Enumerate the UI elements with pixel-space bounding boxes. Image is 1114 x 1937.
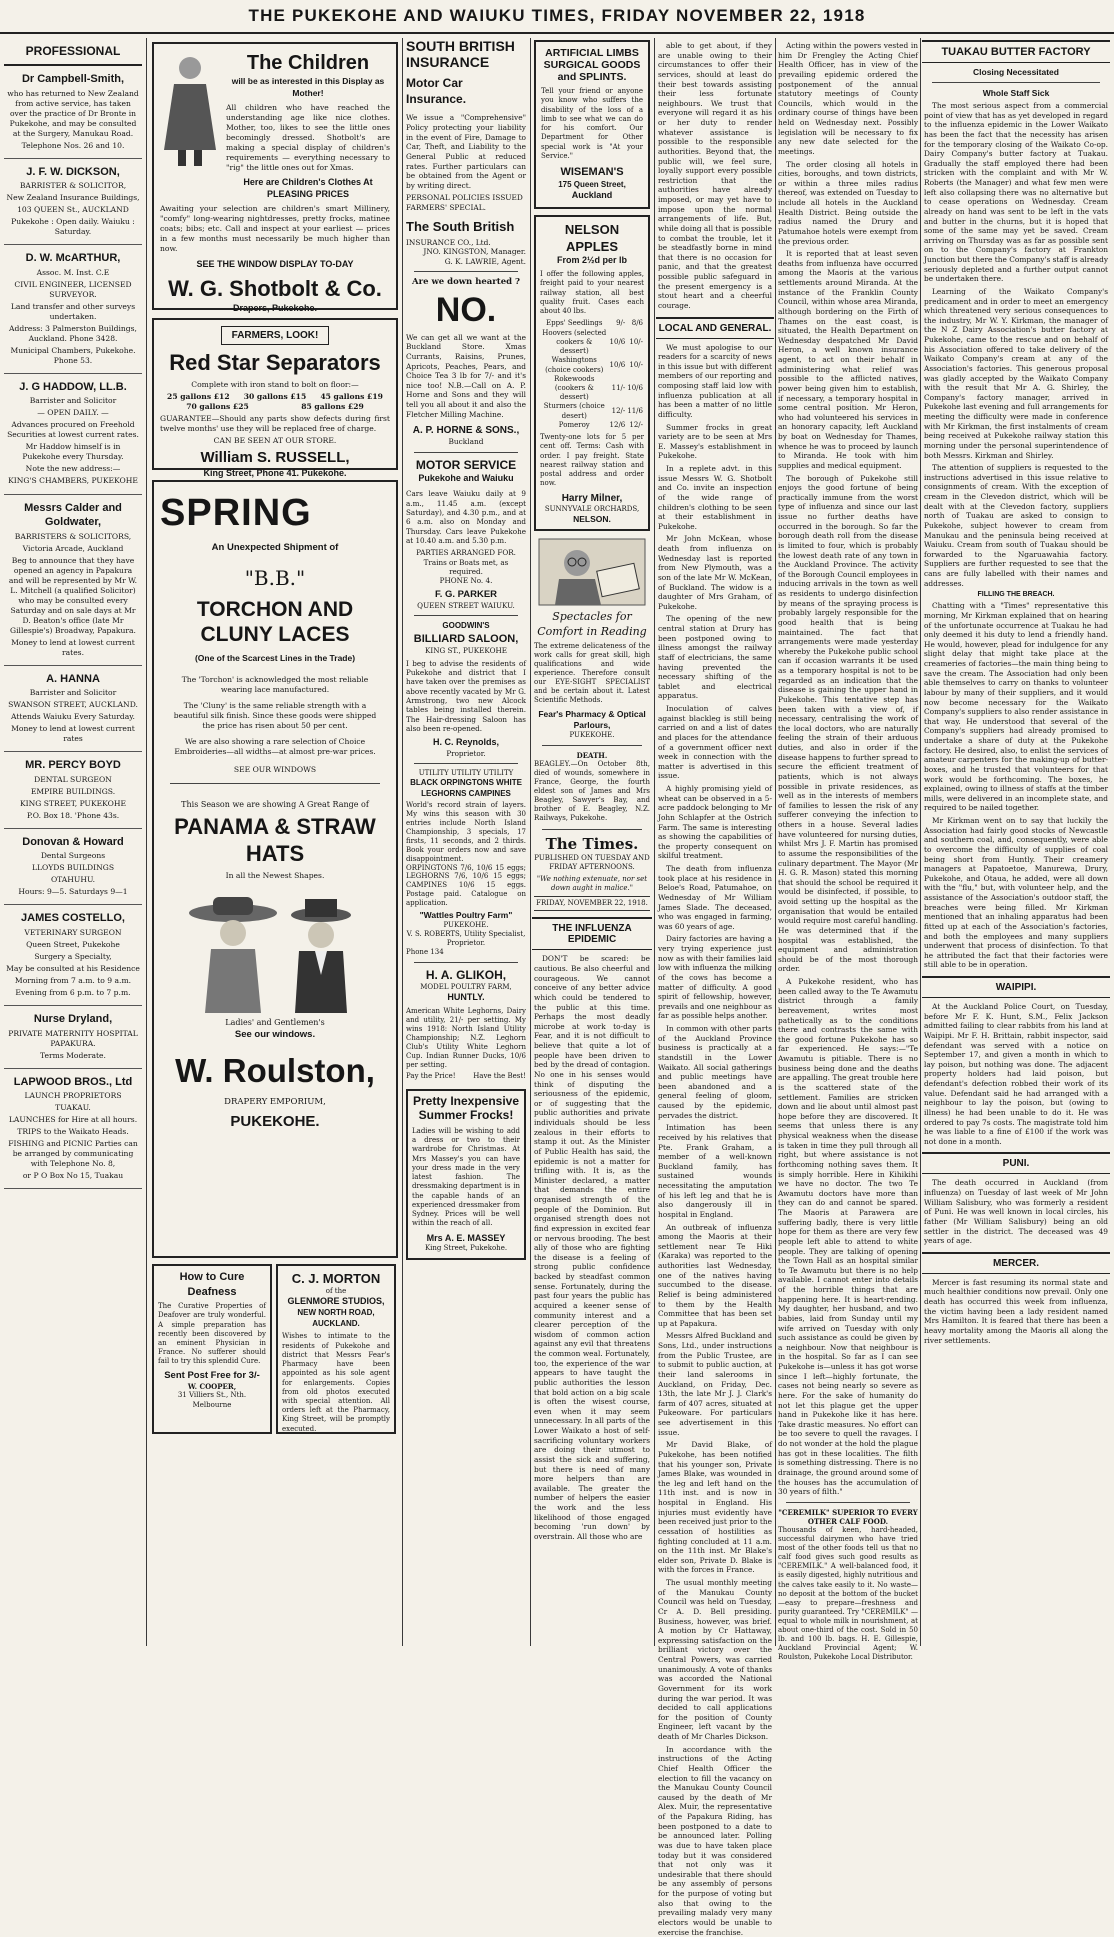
roulston-emporium: DRAPERY EMPORIUM,: [160, 1097, 390, 1108]
russell-kicker: FARMERS, LOOK!: [221, 326, 330, 345]
shotbolt-title: The Children: [226, 50, 390, 76]
card-name: LAPWOOD BROS., Ltd: [6, 1075, 140, 1090]
shotbolt-trade: Drapers, Pukekohe.: [160, 303, 390, 315]
tuakau-sub2: Whole Staff Sick: [922, 88, 1110, 98]
card-line: OTAHUHU.: [6, 875, 140, 885]
wattles-town: PUKEKOHE.: [406, 921, 526, 930]
paragraph: Summer frocks in great variety are to be seen at Mrs E. Massey's establishment in Pukekohe.: [658, 423, 772, 462]
horne-ad: [404, 277, 528, 446]
roulston-p3: We are also showing a rare selection of Choice Embroideries—all widths—at almost pre-war prices.: [168, 737, 382, 757]
card-line: Surgery a Specialty,: [6, 952, 140, 962]
paragraph: It is reported that at least seven deaths from influenza have occurred among the Maoris at the various settlements around Miranda. At the instance of the Franklin County Council, within whose area Miranda, although bordering on the Firth of Thames on the east coast, is situated, the Health Department on Wednesday despatched Mr David Heron, a well known insurance agent, to act on their behalf in administering what relief was possible to the afflicted natives, power being given him to establish, if necessary, a temporary hospital in some central position. Mr Heron, who had volunteered his services in an honorary capacity, left Auckland by boat on Wednesday for Thames, whence he was to proceed by launch to Miranda. He took with him supplies and medical equipment.: [778, 249, 918, 470]
card-line: Terms Moderate.: [6, 1051, 140, 1061]
motor-service-ad: [404, 458, 528, 611]
price-cell: 10/6: [626, 375, 644, 403]
card-line: SWANSON STREET, AUCKLAND.: [6, 700, 140, 710]
card-line: Address: 3 Palmerston Buildings, Auckland. Phone 3428.: [6, 324, 140, 344]
price-cell: Pomeroy: [540, 421, 609, 430]
card-line: Telephone Nos. 26 and 10.: [6, 141, 140, 151]
professional-cards: [4, 66, 142, 1189]
paragraph: Mr John McKean, whose death from influenza on Wednesday last is reported from New Plymouth, was a son of the late Mr W. McKean, of Buckland. The widow is a daughter of Mrs Graham, of Pukekohe.: [658, 534, 772, 611]
roulston-name: W. Roulston,: [160, 1049, 390, 1093]
hat-figures-illustration: [175, 885, 375, 1015]
shotbolt-mid: Here are Children's Clothes At PLEASING PRICES: [226, 177, 390, 201]
column-rule: [654, 38, 655, 1646]
horne-place: Buckland: [406, 437, 526, 447]
wiseman-name: WISEMAN'S: [541, 165, 643, 180]
massey-ad: [406, 1089, 526, 1259]
paragraph: In a replete advt. in this issue Messrs W. G. Shotbolt and Co. invite an inspection of the wide range of children's clothing to be seen at their establishment in Pukekohe.: [658, 464, 772, 531]
paragraph: Chatting with a "Times" representative this morning, Mr Kirkman explained that on hearing of the unfortunate occurrence at Tuakau he had only deemed it his duty to lend a friendly hand. He would, however, plead for indulgence for any slight delay that might take place at the creameries of factories—the main thing being to save the cream. The Association had only been able themselves to carry on thanks to volunteer labour by many of their suppliers, and it would now become necessary for the Waikato Company's suppliers to also render assistance in that way. He understood that several of the Company's suppliers had already promised to undertake a share of duty at the Pukekohe factory. He desired, also, to enlist the services of amateur carpenters for the making-up of butter-boxes, and he trusted that volunteers for that work would be forthcoming. The boxes, he explained, owing to illness of staffs at the timber mills, were delivered in an incomplete state, and required to be nailed together.: [924, 601, 1108, 813]
card-line: Note the new address:—: [6, 464, 140, 474]
morton-body: Wishes to intimate to the residents of Pukekohe and district that Messrs Fear's Pharmacy have been appointed as his sole agent for enlargements. Copies from old photos executed with special attention. All orders left at the Pharmacy, King Street, will be promptly executed.: [282, 1332, 390, 1434]
shotbolt-sub: will be as interested in this Display as Mother!: [226, 76, 390, 98]
price-cell: Epps' Seedlings: [540, 319, 609, 328]
mercer-headline: MERCER.: [922, 1252, 1110, 1274]
roulston-shipment: An Unexpected Shipment of: [160, 542, 390, 555]
russell-ad: [152, 318, 398, 470]
professional-card: [4, 495, 142, 666]
times-date: FRIDAY, NOVEMBER 22, 1918.: [534, 896, 650, 911]
wattles-ad: [404, 769, 528, 957]
wattles-body: World's record strain of layers. My wins this season with 30 entries include North Island Championship, 3 specials, 17 firsts, 11 seconds, and 2 thirds. Book your orders now and save disappointment.: [406, 801, 526, 864]
price-row: [540, 421, 644, 430]
card-name: Dr Campbell-Smith,: [6, 72, 140, 87]
card-line: Attends Waiuku Every Saturday.: [6, 712, 140, 722]
price-row: [540, 329, 644, 357]
glikoh-hurry: Have the Best!: [473, 1072, 526, 1081]
paragraph: A highly promising yield of wheat can be observed in a 5-acre paddock belonging to Mr John Schlapfer at the Ostrich Farm. The same is interesting as showing the capabilities of the property consequent on skilful treatment.: [658, 784, 772, 861]
roulston-panama: PANAMA & STRAW HATS: [160, 814, 390, 867]
massey-body: Ladies will be wishing to add a dress or two to their wardrobe for Christmas. At Mrs Massey's you can have your dress made in the very latest fashion. The dressmaking department is in the capable hands of an experienced dressmaker from Sydney. Prices will be well within the reach of all.: [412, 1127, 520, 1229]
ceremilk-body: Thousands of keen, hard-headed, successful dairymen who have tried most of the other foods tell us that no calf food gives such good results as "CEREMILK." A well-balanced food, it is easily digested, highly nutritious and the calves take easily to it. No waste—no deposit at the bottom of the bucket—easy to prepare—freshness and purity guaranteed. Try "CEREMILK" — equal to whole milk in nourishment, at about one-third of the cost. Sold in 50 lb. and 100 lb. bags. H. E. Gillespie, Auckland Provincial Agent; W. Roulston, Pukekohe Local Distributor.: [778, 1526, 918, 1662]
card-line: PRIVATE MATERNITY HOSPITAL PAPAKURA.: [6, 1029, 140, 1049]
card-line: Evening from 6 p.m. to 7 p.m.: [6, 988, 140, 998]
russell-line1: Complete with iron stand to bolt on floor:—: [160, 380, 390, 390]
glikoh-body: American White Leghorns, Dairy and utility, 21/- per setting. My wins 1918: North Island Utility Championship; N.Z. Leghorn Club's Utility White Leghorn Cup. Indian Runner Ducks, 10/6 per setting.: [406, 1007, 526, 1070]
morton-road: NEW NORTH ROAD, AUCKLAND.: [282, 1308, 390, 1329]
price-cell: 10/6: [609, 356, 627, 374]
wattles-prices: ORPINGTONS 7/6, 10/6 15 eggs; LEGHORNS 7/6, 10/6 15 eggs; CAMPINES 10/6 15 eggs. Postage paid. Catalogue on application.: [406, 864, 526, 909]
paragraph: A Pukekohe resident, who has been called away to the Te Awamutu district through a family bereavement, writes most pathetically as to the conditions there and contrasts the same with the good fortune Pukekohe has so far experienced. He says:—"Te Awamutu is pitiable. There is no business being done and the deaths are appalling. The great trouble here is the scattered state of the settlement. Families are stricken down and lie about until almost past hope before they are discovered. It seems that unless there is any physical weakness when the disease is taken in time they pull through all right, but where assistance is not forthcoming nothing saves them. It is simply horrible. Here in Kihikihi we have no doctor. The two Te Awamutu doctors have more than they can do and cannot be spared. The Maoris at Parawera are suffering badly, there is very little hope for them as there are very few people left able to attend to white people. They are talking of opening the Town Hall as an hospital similar to Te Awamutu but there is no help available. I cannot enter into details of the horrible things that are happening here. It is heart-rending. My daughter, her husband, and two babies, laid from Sunday until my wife arrived on Tuesday with only such assistance as could be given by a neighbour. Now that neighbour is in the hospital. So far as I can see Pukekohe is—unless it has got worse since I left—highly fortunate, the cases not being nearly so severe as here. For the sake of humanity do not let this plague get the upper hand in Pukekohe like it has here. Take drastic measures. No effort can be too severe to quell the ravages. I do not wonder at the hold the plague has got in these localities. The filth is something distressing. There is no drainage, the ground around some of the houses has the accumulation of 30 years of filth.": [778, 977, 918, 1497]
price-cell: 12/-: [609, 402, 627, 420]
card-name: JAMES COSTELLO,: [6, 911, 140, 926]
wattles-breeds: BLACK ORPINGTONS WHITE LEGHORNS CAMPINES: [406, 778, 526, 798]
card-line: Pukekohe : Open daily. Waiuku : Saturday.: [6, 217, 140, 237]
tuakau-headline: TUAKAU BUTTER FACTORY: [922, 40, 1110, 63]
paragraph: Messrs Alfred Buckland and Sons, Ltd., under instructions from the Public Trustee, are to submit to public auction, at their land salerooms in Auckland, on Friday, Dec. 13th, the late Mr J. J. Clark's farm of 407 acres, situated at Pukeoware. For particulars see advertisement in this issue.: [658, 1331, 772, 1437]
horne-body: We can get all we want at the Buckland Store. Xmas Currants, Raisins, Prunes, Apricots, Peaches, Pears, and Choice Tea 3 lb for 7/- and it's nice too! N.B.—Call on A. P. Horne and Sons and they will tell you all about it and also the Fletcher Milling Machine.: [406, 333, 526, 420]
ads-column-2: [150, 38, 400, 1646]
card-line: Money to lend at lowest current rates: [6, 724, 140, 744]
roulston-ad: [152, 480, 398, 1258]
card-line: Land transfer and other surveys undertaken.: [6, 302, 140, 322]
roulston-seeour: See our windows.: [160, 1029, 390, 1042]
times-title: The Times.: [534, 835, 650, 855]
separator-size: 30 gallons £15: [237, 392, 313, 402]
motor-boats: Trains or Boats met, as required.: [406, 558, 526, 577]
price-cell: 10/6: [609, 329, 627, 357]
card-line: BARRISTER & SOLICITOR,: [6, 181, 140, 191]
professional-column: [4, 38, 142, 1646]
paragraph: In common with other parts of the Auckland Province business is practically at a standstill in the Lower Waikato. All social gatherings and public meetings have been abandoned and a general feeling of gloom, caused by the epidemic, pervades the district.: [658, 1024, 772, 1120]
motor-phone: PHONE No. 4.: [406, 576, 526, 585]
horne-q: Are we down hearted ?: [406, 277, 526, 288]
card-line: Barrister and Solicitor: [6, 688, 140, 698]
goodwin-ad: [404, 621, 528, 758]
wiseman-ad: [534, 40, 650, 209]
price-cell: 11/-: [609, 375, 627, 403]
fear-body: The extreme delicateness of the work calls for great skill, high qualifications and wide experience. Therefore consult our EYE-SIGHT SPECIALIST and be certain about it. Latest Scientific Methods.: [534, 642, 650, 706]
card-line: CIVIL ENGINEER, LICENSED SURVEYOR.: [6, 280, 140, 300]
card-line: Queen Street, Pukekohe: [6, 940, 140, 950]
paragraph: The borough of Pukekohe still enjoys the good fortune of being practically immune from the worst type of influenza and since our last issue no further deaths have occurred in the borough. So far the borough death roll from the disease is limited to four, which is probably the lowest death rate of any town in the Auckland Province. The activity of the Borough Council employees in inducing arrivals in the town as well as residents to undergo disinfection by means of the spraying process is probably largely responsible for the good health that is being maintained. The fact that arrangements were made yesterday whereby the Pukekohe public school can if occasion warrants it be used as a temporary hospital is not to be regarded as an indication that the disease is gaining the upper hand in Pukekohe. This tentative step has been taken with a view of, if necessary, centralising the work of the local doctors, who are naturally feeling the strain of their arduous duties, and also in order if the disease happens to further spread to secure the efficient treatment of patients, which is not always possible in private residences, as well as in the interests of members of families to lessen the risk of any sufferer conveying the infection to others in a house. Several ladies have volunteered for nursing duties, whilst Mrs J. F. Martin has promised to assume the responsibilities of the culinary department. The Mayor (Mr H. G. R. Mason) stated this morning that should the school be required it would be disinfected, if possible, to avoid setting up the hospital as the organisation that would be entailed would require most careful handling. He was determined that if the hospital was established, the equipment and administration should be of the most thorough order.: [778, 474, 918, 975]
column-rule: [402, 38, 403, 1646]
price-cell: Hoovers (selected cookers & dessert): [540, 329, 609, 357]
shotbolt-window: SEE THE WINDOW DISPLAY TO-DAY: [160, 259, 390, 271]
russell-title: Red Star Separators: [160, 348, 390, 377]
paragraph: Acting within the powers vested in him Dr Frengley the Acting Chief Health Officer, has in view of the prevailing epidemic ordered the postponement of the annual statutory meetings of County Councils, which would in the ordinary course of things have been held on Wednesday next. Possibly legislation will be necessary to fix any new date selected for the meetings.: [778, 41, 918, 157]
morton-name: C. J. MORTON: [282, 1270, 390, 1287]
glikoh-name: H. A. GLIKOH,: [406, 968, 526, 983]
shotbolt-ad: [152, 42, 398, 310]
card-line: P.O. Box 18. 'Phone 43s.: [6, 811, 140, 821]
reading-man-illustration: [537, 537, 647, 607]
nelson-body: I offer the following apples, freight paid to your nearest railway station, all best quality fruit. Cases each about 40 lbs.: [540, 270, 644, 316]
wiseman-street: 175 Queen Street,: [541, 180, 643, 191]
deafness-post: Sent Post Free for 3/-: [158, 1370, 266, 1383]
news-column-5: [656, 38, 774, 1646]
ceremilk-ad: [776, 1508, 920, 1663]
waipipi-body: At the Auckland Police Court, on Tuesday, before Mr F. K. Hunt, S.M., Felix Jackson admitted failing to clear rabbits from his land at Waipipi. Mr F. H. Brittain, rabbit inspector, said defendant was served with a notice on September 17, and given a month in which to lay poison, but nothing was done. The adjacent property holders had laid poison, but defendant's defection robbed their work of its value. Defendant said he had arranged with a neighbour to lay the poison, but (owing to illness) he had been unable to do it. He was ordered to pay 7s costs. The magistrate told him he was liable to a fine of £100 if the work was not done in a month.: [924, 1002, 1108, 1146]
card-line: Mr Haddow himself is in Pukekohe every Thursday.: [6, 442, 140, 462]
card-line: Hours: 9—5. Saturdays 9—1: [6, 887, 140, 897]
professional-card: [4, 159, 142, 246]
mercer-body: Mercer is fast resuming its normal state and much healthier conditions now prevail. Only one death has occurred this week from influenza, the victim having been a lady resident named Mrs Hamilton. It is feared that there has been a heavy mortality among the Maoris all along the river settlements.: [924, 1278, 1108, 1345]
sbi-ltd: INSURANCE CO., Ltd.: [406, 238, 526, 248]
wiseman-body: Tell your friend or anyone you know who suffers the disability of the loss of a limb to see what we can do for his comfort. Our Department for Other special work is "At your Service.": [541, 87, 643, 161]
glikoh-town: HUNTLY.: [406, 992, 526, 1004]
professional-card: [4, 374, 142, 495]
sbi-motor: Motor Car Insurance.: [406, 76, 526, 107]
motor-route: Pukekohe and Waiuku: [406, 473, 526, 485]
roulston-ladies: Ladies' and Gentlemen's: [160, 1018, 390, 1029]
professional-card: [4, 752, 142, 829]
price-row: [540, 375, 644, 403]
fear-ad: [532, 537, 652, 740]
fear-town: PUKEKOHE.: [534, 731, 650, 740]
card-line: 103 QUEEN St., AUCKLAND: [6, 205, 140, 215]
times-published: PUBLISHED ON TUESDAY AND FRIDAY AFTERNOONS.: [534, 854, 650, 872]
motor-parties: PARTIES ARRANGED FOR.: [406, 548, 526, 557]
separator-size: 85 gallons £29: [295, 402, 371, 412]
price-cell: 12/-: [626, 421, 644, 430]
price-cell: 12/6: [609, 421, 627, 430]
card-line: DENTAL SURGEON: [6, 775, 140, 785]
paragraph: Mr David Blake, of Pukekohe, has been notified that his younger son, Private James Blake, was wounded in the leg and left hand on the 11th inst. and is now in hospital in England. His injuries must evidently have been received just prior to the cessation of hostilities as fighting concluded at 11 a.m. on the 11th inst. Mr Blake's elder son, Private D. Blake is with the forces in France.: [658, 1440, 772, 1575]
price-cell: Sturmers (choice desert): [540, 402, 609, 420]
card-line: BARRISTERS & SOLICITORS,: [6, 532, 140, 542]
influenza-body: DON'T be scared: be cautious. Be also cheerful and courageous. We cannot conceive of any better advice which could be tendered to the public at this time. Perhaps the most deadly microbe at work to-day is Fear, and it is not difficult to believe that quite a lot of people have been driven to bed by the dread of contagion. No one in his senses would think of disputing the seriousness of the epidemic, or of suggesting that the public authorities and private individuals should be less zealous in their efforts to stamp it out. As the Minister of Public Health has said, the epidemic is not a matter for trifling with. It is, as the Minister declared, a matter that demands the entire organised strength of the people of the Dominion. But organised strength does not find expression in excited fear or nervous brooding. The best ally of those who are fighting the disease is a feeling of strong public confidence backed by steadfast common sense. Fortunately, during the past four years the public has acquired a keener sense of community interest and a clearer perception of the wisdom of common action against any evil that threatens the common weal. Fortunately, too, the experience of the war appears to have taught the public authorities the lesson that bold action on a big scale is often the wisest course, even when it may seem unnecessary. In all parts of the Lower Waikato a host of self-sacrificing voluntary workers are doing their utmost to assist the sick and suffering, but there is need of many more helpers than are available. The greater the number of helpers the easier the work and the less likelihood of those engaged becoming 'run down' by overstrain. All those who are: [534, 954, 650, 1541]
paragraph: The usual monthly meeting of the Manukau County Council was held on Tuesday, Cr A. D. Bell presiding. Business, however, was brief. A motion by Cr Hattaway, expressing satisfaction on the brilliant victory over the Central Powers, was carried unanimously. A vote of thanks was accorded the National Government for its work during the war period. It was decided to call applications for the position of County Engineer, left vacant by the death of Mr Charles Dickson.: [658, 1578, 772, 1742]
card-line: FISHING and PICNIC Parties can be arranged by communicating with Telephone No. 8,: [6, 1139, 140, 1169]
roulston-newest: In all the Newest Shapes.: [160, 871, 390, 881]
card-line: Barrister and Solicitor: [6, 396, 140, 406]
morton-of: of the: [282, 1287, 390, 1296]
separator-size: 25 gallons £12: [160, 392, 236, 402]
roulston-season: This Season we are showing A Great Range of: [160, 800, 390, 811]
news-column-6: [776, 38, 920, 1646]
column-rule: [530, 38, 531, 1646]
card-line: Assoc. M. Inst. C.E: [6, 268, 140, 278]
professional-card: [4, 905, 142, 1006]
card-name: J. F. W. DICKSON,: [6, 165, 140, 180]
times-motto: "We nothing extenuate, nor set down aught in malice.": [534, 875, 650, 893]
horne-no: NO.: [406, 288, 526, 332]
glikoh-pay: Pay the Price!: [406, 1072, 456, 1081]
wattles-farm: "Wattles Poultry Farm": [406, 910, 526, 921]
deafness-address: 31 Villiers St., Nth. Melbourne: [158, 1391, 266, 1409]
professional-card: [4, 66, 142, 159]
paragraph: Dairy factories are having a very trying experience just now as with their families laid low with influenza the milking of the cows has become a matter of difficulty. A good spirit of fellowship, however, prevails and one neighbour as far as possible helps another.: [658, 934, 772, 1021]
deafness-body: The Curative Properties of Deafover are truly wonderful. A simple preparation has recently been discovered by an eminent Physician in France. No sufferer should fail to try this splendid Cure.: [158, 1302, 266, 1367]
death-notice: [532, 751, 652, 824]
card-line: LAUNCH PROPRIETORS: [6, 1091, 140, 1101]
bottom-ads-row: [152, 1264, 398, 1434]
glikoh-ad: [404, 968, 528, 1081]
russell-address: King Street, Phone 41. Pukekohe.: [160, 468, 390, 480]
card-name: D. W. McARTHUR,: [6, 251, 140, 266]
card-line: LAUNCHES for Hire at all hours.: [6, 1115, 140, 1125]
wattles-phone: Phone 134: [406, 948, 526, 957]
glikoh-farm: MODEL POULTRY FARM,: [406, 983, 526, 992]
column-rule: [146, 38, 147, 1646]
roulston-torchon: TORCHON AND CLUNY LACES: [160, 597, 390, 647]
professional-card: [4, 245, 142, 374]
local-general-body: [658, 343, 772, 1937]
russell-name: William S. RUSSELL,: [160, 448, 390, 468]
card-line: May be consulted at his Residence: [6, 964, 140, 974]
death-body: BEAGLEY.—On October 8th, died of wounds, somewhere in France, George, the fourth eldest son of James and Mrs Beagley, Sawyer's Bay, and brother of E. Beagley, N.Z. Railways, Pukekohe.: [534, 760, 650, 824]
roulston-windows: SEE OUR WINDOWS: [160, 765, 390, 775]
fear-caption: Spectacles for Comfort in Reading: [534, 610, 650, 639]
filling-heading: FILLING THE BREACH.: [922, 591, 1110, 598]
goodwin-street: KING ST., PUKEKOHE: [406, 646, 526, 655]
death-title: DEATH.: [534, 751, 650, 760]
wattles-utility: UTILITY UTILITY UTILITY: [406, 769, 526, 778]
price-cell: Washingtons (choice cookers): [540, 356, 609, 374]
column-rule: [920, 38, 921, 1646]
nelson-title: NELSON APPLES: [540, 221, 644, 255]
sbi-ad: [404, 38, 528, 266]
massey-street: King Street, Pukekohe.: [412, 1244, 520, 1253]
motor-body: Cars leave Waiuku daily at 9 a.m., 11.45 a.m. (except Saturday), and 4.30 p.m., and at 6 a.m. also on Monday and Thursday. Cars leave Pukekohe at 10.40 a.m. and 5.30 p.m.: [406, 489, 526, 545]
russell-guarantee: GUARANTEE—Should any parts show defects during first twelve months' use they will be replaced free of charge.: [160, 414, 390, 434]
price-cell: Rokewoods (cookers & dessert): [540, 375, 609, 403]
tuakau-body: [924, 101, 1108, 588]
goodwin-title: BILLIARD SALOON,: [406, 632, 526, 646]
morton-ad: [276, 1264, 396, 1434]
roulston-p2: The 'Cluny' is the same reliable strength with a beautiful silk finish. Since these goods were shipped the price has risen about 50 per cent.: [168, 701, 382, 731]
card-name: Messrs Calder and Goldwater,: [6, 501, 140, 530]
nelson-terms: Twenty-one lots for 5 per cent off. Terms: Cash with order. I pay freight. State nearest railway station and postal address and order now.: [540, 433, 644, 488]
card-line: VETERINARY SURGEON: [6, 928, 140, 938]
separator-sizes: [160, 392, 390, 412]
paragraph: Inoculation of calves against blackleg is still being carried on and a list of dates and places for the attendance of a government officer next week in connection with the matter is advertised in this issue.: [658, 704, 772, 781]
roulston-p1: The 'Torchon' is acknowledged the most reliable wearing lace manufactured.: [168, 675, 382, 695]
card-line: TRIPS to the Waikato Heads.: [6, 1127, 140, 1137]
price-cell: 10/-: [626, 329, 644, 357]
paragraph: Mr Kirkman went on to say that luckily the Association had fairly good stocks of Newcastle and southern coal, and, consequently, were able to overcome the difficulty of supplies of coal being short from Huntly. Their creamery managers at Papatoetoe, Manurewa, Drury, Pukekohe, and Otaua, he added, were all down with the "flu," but, with volunteer help, and the assistance of the Association's outdoor staff, the breaches were being filled. Mr Kirkman mentioned that an inhaling apparatus had been fitted up at each of the Association's factories, and both the employees and many suppliers underwent that process of disinfection. To that he attributed the fact that their factories were still able to be in operation.: [924, 816, 1108, 970]
shotbolt-body2: Awaiting your selection are children's smart Millinery, "comfy" long-wearing nightdresses, pretty frocks, matinee coats; bibs; etc. Call and inspect at your earliest — prices in a few months must necessarily be much higher than now.: [160, 204, 390, 254]
roulston-town: PUKEKOHE.: [160, 1112, 390, 1132]
price-row: [540, 356, 644, 374]
paragraph: The order closing all hotels in cities, boroughs, and town districts, or within a three miles radius thereof, was extended on Tuesday to include all hotels in the Auckland Health District. Being outside the radius named the Drury and Patumahoe hotels were exempt from the previous order.: [778, 160, 918, 247]
price-cell: 11/6: [626, 402, 644, 420]
shotbolt-body: All children who have reached the understanding age like nice clothes. Mother, too, likes to see the little ones becomingly dressed. Shotbolt's are making a special display of children's requirements — everything necessary to "rig" the little ones out for Xmas.: [226, 103, 390, 173]
massey-title: Pretty Inexpensive Summer Frocks!: [412, 1095, 520, 1123]
times-nameplate: [532, 835, 652, 912]
deafness-title: How to Cure Deafness: [158, 1270, 266, 1299]
separator-size: 45 gallons £19: [314, 392, 390, 402]
local-general-headline: LOCAL AND GENERAL.: [656, 317, 774, 339]
local-general-continued: [778, 41, 918, 1497]
card-line: KING STREET, PUKEKOHE: [6, 799, 140, 809]
card-line: New Zealand Insurance Buildings,: [6, 193, 140, 203]
price-cell: 8/6: [626, 319, 644, 328]
card-name: Nurse Dryland,: [6, 1012, 140, 1027]
card-name: MR. PERCY BOYD: [6, 758, 140, 773]
masthead: THE PUKEKOHE AND WAIUKU TIMES, FRIDAY NOVEMBER 22, 1918: [0, 0, 1114, 34]
card-name: Donovan & Howard: [6, 835, 140, 850]
paragraph: We must apologise to our readers for a scarcity of news in this issue but with different members of our reporting and composing staff laid low with influenza publication at all has been a matter of no little difficulty.: [658, 343, 772, 420]
nelson-price: From 2½d per lb: [540, 255, 644, 267]
card-line: LLOYDS BUILDINGS: [6, 863, 140, 873]
ads-column-3: [404, 38, 528, 1646]
professional-card: [4, 666, 142, 753]
nelson-name: Harry Milner,: [540, 492, 644, 505]
card-line: Advances procured on Freehold Securities at lowest current rates.: [6, 420, 140, 440]
massey-name: Mrs A. E. MASSEY: [412, 1233, 520, 1245]
nelson-town: NELSON.: [540, 514, 644, 525]
separator-size: 70 gallons £25: [180, 402, 256, 412]
card-line: or P O Box No 15, Tuakau: [6, 1171, 140, 1181]
roulston-scarcest: (One of the Scarcest Lines in the Trade): [160, 653, 390, 664]
card-line: Dental Surgeons: [6, 851, 140, 861]
card-name: J. G HADDOW, LL.B.: [6, 380, 140, 395]
price-cell: 10/-: [626, 356, 644, 374]
paragraph: The most serious aspect from a commercial point of view that has as yet developed in regard to the influenza epidemic in the Lower Waikato has been the fact that the necessity has arisen for the temporary closing of the Waikato Co-op. Dairy Company's butter factory at Tuakau. Gradually the staff employed there had been stricken with the complaint and with Mr W. Roberts (the Manager) and what few men were left also collapsing there was no alternative but to cease operations on Wednesday. Cream already on hand was sent to be left in the vats and butter in the churns, but it is hoped that some of the same may yet be saved. Cream arriving on Thursday was as far as possible sent on to the Company's factory at Frankton Junction but there the Company's staff is already seriously depleted and a further output cannot be undertaken there.: [924, 101, 1108, 284]
influenza-continued: able to get about, if they are unable owing to their circumstances to offer their services, should at least do their best towards assisting their less fortunate neighbours. We trust that everyone will regard it as his or her duty to render whatever assistance is possible to the responsible authorities. Beyond that, the public will, we feel sure, loyally support every possible restriction that the authorities have already imposed, or may yet have to impose upon the normal arrangements of life. But, while doing all that is possible to combat the trouble, let it be steadfastly borne in mind that there is no occasion for panic, and that the greatest possible public safeguard in the present emergency is a stout heart and a cheerful courage.: [658, 41, 772, 311]
nelson-ad: [534, 215, 650, 531]
paragraph: The attention of suppliers is requested to the instructions advertised in this issue relative to consignments of cream. With the exception of cream in the Clevedon district, which will be dealt with at the Clevedon factory, suppliers north of Tuakau are asked to consign to Pukekohe, subject however to cream from Manukau and the peninsula being received at Waiuku. Cream from south of Tuakau should be forwarded to the Ngaruawahia factory. Suppliers are further requested to see that the cans are fully labelled with their names and addresses.: [924, 463, 1108, 588]
professional-card: [4, 1069, 142, 1190]
price-row: [540, 402, 644, 420]
ads-column-4: [532, 38, 652, 1646]
wiseman-city: Auckland: [541, 190, 643, 202]
card-line: KING'S CHAMBERS, PUKEKOHE: [6, 476, 140, 486]
card-line: EMPIRE BUILDINGS.: [6, 787, 140, 797]
motor-title: MOTOR SERVICE: [406, 458, 526, 474]
card-line: Beg to announce that they have opened an agency in Papakura and will be represented by Mr W. L. Mitchell (a qualified Solicitor) who may be consulted every Saturday and on sale days at Mr D. Beaton's office (late Mr Gillespie's) Broadway, Papakura.: [6, 556, 140, 636]
tuakau-sub1: Closing Necessitated: [922, 67, 1110, 77]
sbi-title: SOUTH BRITISH INSURANCE: [406, 38, 526, 70]
morton-studios: GLENMORE STUDIOS,: [282, 1296, 390, 1308]
roulston-bb: "B.B.": [160, 565, 390, 591]
paragraph: In accordance with the instructions of the Acting Chief Health Officer the election to fill the vacancy on the Manukau County Council caused by the death of Mr Alex. Muir, the representative of the Papakura Riding, has been postponed to a date to be announced later. Polling was due to have taken place today but it was considered that not only was it undesirable that there should be any assembly of persons for the purpose of voting but also that owing to the prevailing malady very many electors would be unable to exercise the franchise.: [658, 1745, 772, 1937]
sbi-policies: PERSONAL POLICIES ISSUED FARMERS' SPECIAL.: [406, 193, 526, 212]
goodwin-kicker: GOODWIN'S: [406, 621, 526, 631]
motor-street: QUEEN STREET WAIUKU.: [406, 601, 526, 610]
wattles-owner: V. S. ROBERTS, Utility Specialist, Proprietor.: [406, 930, 526, 948]
sbi-company: The South British: [406, 219, 526, 236]
goodwin-role: Proprietor.: [406, 749, 526, 758]
news-column-7: [922, 38, 1110, 1646]
sbi-agent: G. K. LAWRIE, Agent.: [406, 257, 526, 267]
professional-card: [4, 1006, 142, 1069]
puni-body: The death occurred in Auckland (from influenza) on Tuesday of last week of Mr John William Salisbury, who was formerly a resident of Puni. He was well known in local circles, his father (Mr William Salisbury) being an old settler in the district. The deceased was 49 years of age.: [924, 1178, 1108, 1245]
deafness-agent: W. COOPER,: [158, 1382, 266, 1391]
paragraph: The opening of the new central station at Drury has been postponed owing to illness amongst the railway staff of electricians, the same having prevented the necessary shifting of the tablet and electrical apparatus.: [658, 614, 772, 701]
roulston-spring: SPRING: [160, 488, 390, 538]
paragraph: An outbreak of influenza among the Maoris at their settlement near Te Hiki (Karaka) was reported to the authorities last Wednesday, one of the natives having succumbed to the disease. Relief is being administered to them by the Health Committee that has been set up at Papakura.: [658, 1223, 772, 1329]
apple-price-list: [540, 319, 644, 430]
goodwin-name: H. C. Reynolds,: [406, 737, 526, 749]
wiseman-title: ARTIFICIAL LIMBS SURGICAL GOODS and SPLINTS.: [541, 47, 643, 83]
goodwin-body: I beg to advise the residents of Pukekohe and district that I have taken over the premises as above recently vacated by Mr G. Armstrong, two new Alcock tables being installed therein. The Hair-dressing Saloon has also been re-opened.: [406, 659, 526, 734]
card-line: Morning from 7 a.m. to 9 a.m.: [6, 976, 140, 986]
price-cell: 9/-: [609, 319, 627, 328]
deafness-ad: [152, 1264, 272, 1434]
shotbolt-name: W. G. Shotbolt & Co.: [160, 274, 390, 303]
card-line: Municipal Chambers, Pukekohe. Phone 53.: [6, 346, 140, 366]
card-name: A. HANNA: [6, 672, 140, 687]
card-line: Victoria Arcade, Auckland: [6, 544, 140, 554]
filling-body: [924, 601, 1108, 970]
card-line: TUAKAU.: [6, 1103, 140, 1113]
ceremilk-title: "CEREMILK" SUPERIOR TO EVERY OTHER CALF FOOD.: [778, 1508, 918, 1526]
price-row: [540, 319, 644, 328]
card-line: Money to lend at lowest current rates.: [6, 638, 140, 658]
paragraph: Intimation has been received by his relatives that Pte. Frank Graham, a member of a well-known Buckland family, has sustained wounds necessitating the amputation of his left leg and that he is also dangerously ill in hospital in England.: [658, 1123, 772, 1219]
professional-card: [4, 829, 142, 906]
paragraph: Learning of the Waikato Company's predicament and in order to meet an emergency which threatened very serious consequences to the industry, Mr W. Y. Kirkman, the manager of the N Z Dairy Association's butter factory at Pukekohe, came to the rescue and on behalf of his Association offered to take delivery of the Waikato Company's cream at any of the Association's factories. This generous proposal was gladly accepted by the Waikato Company with the result that Mr A. G. Shirley, the Company's factory manager, arrived in Pukekohe last evening and full arrangements for meeting the difficulty were made in conference with Mr Kirkman, the first instalments of cream being received at Pukekohe railway station this morning under the personal superintendence of both Messrs. Kirkman and Shirley.: [924, 287, 1108, 460]
puni-headline: PUNI.: [922, 1152, 1110, 1174]
child-illustration: [160, 50, 220, 170]
sbi-body: We issue a "Comprehensive" Policy protecting your liability in the event of Fire, Damage to Car, Theft, and Liability to the General Public at reduced rates. Further particulars can be obtained from the Agent or by writing direct.: [406, 113, 526, 190]
fear-name: Fear's Pharmacy & Optical Parlours,: [534, 709, 650, 731]
professional-heading: PROFESSIONAL: [4, 38, 142, 66]
card-line: — OPEN DAILY. —: [6, 408, 140, 418]
card-line: who has returned to New Zealand from active service, has taken over the practice of Dr Bronte in Pukekohe, and may be consulted at the Surgery, Manukau Road.: [6, 89, 140, 139]
horne-name: A. P. HORNE & SONS.,: [406, 424, 526, 437]
russell-seen: CAN BE SEEN AT OUR STORE.: [160, 436, 390, 446]
waipipi-headline: WAIPIPI.: [922, 976, 1110, 998]
nelson-orchard: SUNNYVALE ORCHARDS,: [540, 505, 644, 514]
paragraph: The death from influenza took place at his residence in Beloe's Road, Patumahoe, on Wednesday of Mr William James Slade. The deceased, who was engaged in farming, was 60 years of age.: [658, 864, 772, 931]
motor-name: F. G. PARKER: [406, 589, 526, 601]
influenza-headline: THE INFLUENZA EPIDEMIC: [532, 917, 652, 950]
sbi-manager: JNO. KINGSTON, Manager.: [406, 247, 526, 257]
